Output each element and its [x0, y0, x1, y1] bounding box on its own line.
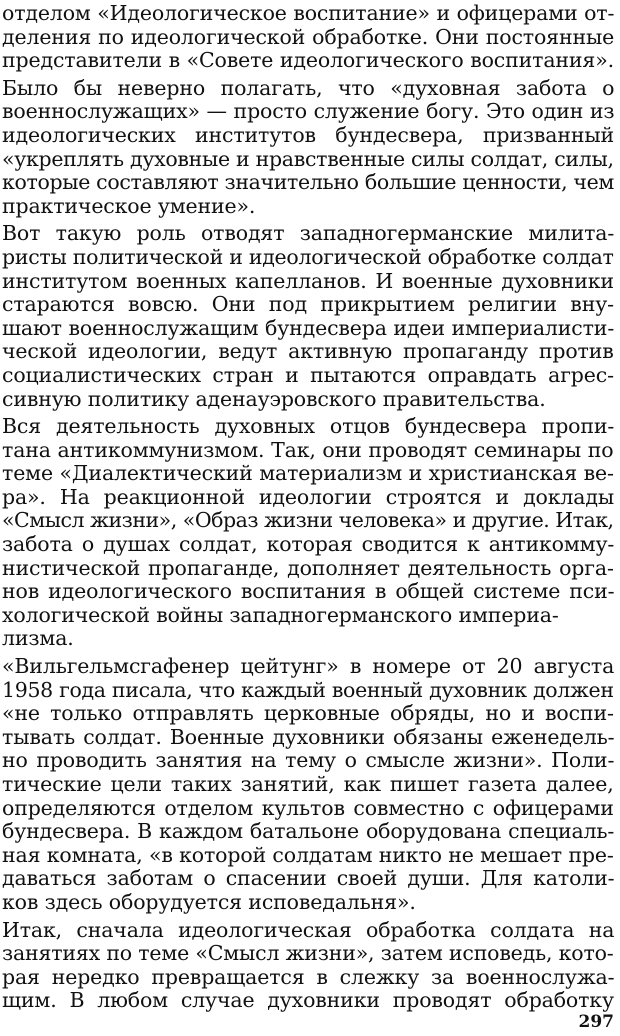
text-line: ная комната, «в которой солдатам никто не мешает пре-	[2, 842, 614, 867]
text-line: ческой идеологии, ведут активную пропаганду против	[2, 339, 614, 364]
text-line: даваться заботам о спасении своей души. Для католи-	[2, 866, 615, 891]
text-line: представители в «Совете идеологического воспитания».	[2, 48, 614, 73]
text-line: теме «Диалектический материализм и христианская ве-	[2, 461, 614, 486]
text-line: бундесвера. В каждом батальоне оборудована специаль-	[2, 819, 615, 844]
text-line: нов идеологического воспитания в общей системе пси-	[2, 579, 615, 604]
paragraph	[2, 919, 614, 1013]
text-line: лизма.	[2, 626, 74, 651]
text-line: шают военнослужащим бундесвера идеи империалисти-	[2, 315, 615, 340]
text-line: институтом военных капелланов. И военные духовники	[2, 268, 614, 293]
text-line: отделом «Идеологическое воспитание» и офицерами от-	[2, 1, 615, 25]
text-line: стараются вовсю. Они под прикрытием религии вну-	[2, 292, 614, 317]
text-line: «Вильгельмсгафенер цейтунг» в номере от 20 августа	[2, 654, 615, 679]
text-line: определяются отделом культов совместно с офицерами	[2, 795, 614, 820]
text-line: хологической войны западногерманского империа-	[2, 602, 559, 627]
text-line: забота о душах солдат, которая сводится к антикомму-	[2, 532, 615, 557]
text-line: «не только отправлять церковные обряды, но и воспи-	[2, 701, 614, 726]
paragraph	[2, 222, 614, 411]
text-line: деления по идеологической обработке. Они постоянные	[2, 24, 615, 49]
text-line: сивную политику аденауэровского правительства.	[2, 386, 546, 411]
text-line: занятиях по теме «Смысл жизни», затем исповедь, кото-	[2, 941, 614, 966]
body-text	[2, 2, 614, 1013]
text-line: ков здесь оборудуется исповедальня».	[2, 889, 416, 914]
text-line: военнослужащих» — просто служение богу. Это один из	[2, 99, 615, 124]
text-line: тические цели таких занятий, как пишет газета далее,	[2, 772, 614, 796]
text-line: практическое умение».	[2, 193, 256, 218]
text-line: но проводить занятия на тему о смысле жизни». Поли-	[2, 748, 615, 773]
text-line: «укреплять духовные и нравственные силы солдат, силы,	[2, 146, 614, 171]
text-line: 1958 года писала, что каждый военный духовник должен	[2, 677, 614, 702]
text-line: которые составляют значительно большие ценности, чем	[2, 170, 615, 195]
text-line: нистической пропаганде, дополняет деятельность орга-	[2, 555, 614, 580]
text-line: социалистических стран и пытаются оправдать агрес-	[2, 362, 614, 387]
text-line: Вот такую роль отводят западногерманские милита-	[2, 221, 615, 246]
text-line: Было бы неверно полагать, что «духовная забота о	[2, 75, 615, 100]
text-line: тана антикоммунизмом. Так, они проводят семинары по	[2, 437, 614, 462]
text-line: «Смысл жизни», «Образ жизни человека» и другие. Итак,	[2, 508, 614, 533]
text-line: щим. В любом случае духовники проводят обработку	[2, 988, 614, 1013]
page-number: 297	[578, 1012, 614, 1032]
paragraph	[2, 415, 614, 651]
paragraph	[2, 2, 614, 73]
paragraph	[2, 655, 614, 915]
text-line: Вся деятельность духовных отцов бундесвера пропи-	[2, 414, 615, 439]
text-line: тывать солдат. Военные духовники обязаны еженедель-	[2, 724, 615, 749]
text-line: Итак, сначала идеологическая обработка солдата на	[2, 917, 615, 942]
text-line: ра». На реакционной идеологии строятся и доклады	[2, 484, 614, 509]
text-line: рая нередко превращается в слежку за военнослужа-	[2, 964, 615, 989]
paragraph	[2, 77, 614, 219]
text-line: ристы политической и идеологической обработке солдат	[2, 244, 614, 269]
text-line: идеологических институтов бундесвера, призванный	[2, 122, 615, 147]
